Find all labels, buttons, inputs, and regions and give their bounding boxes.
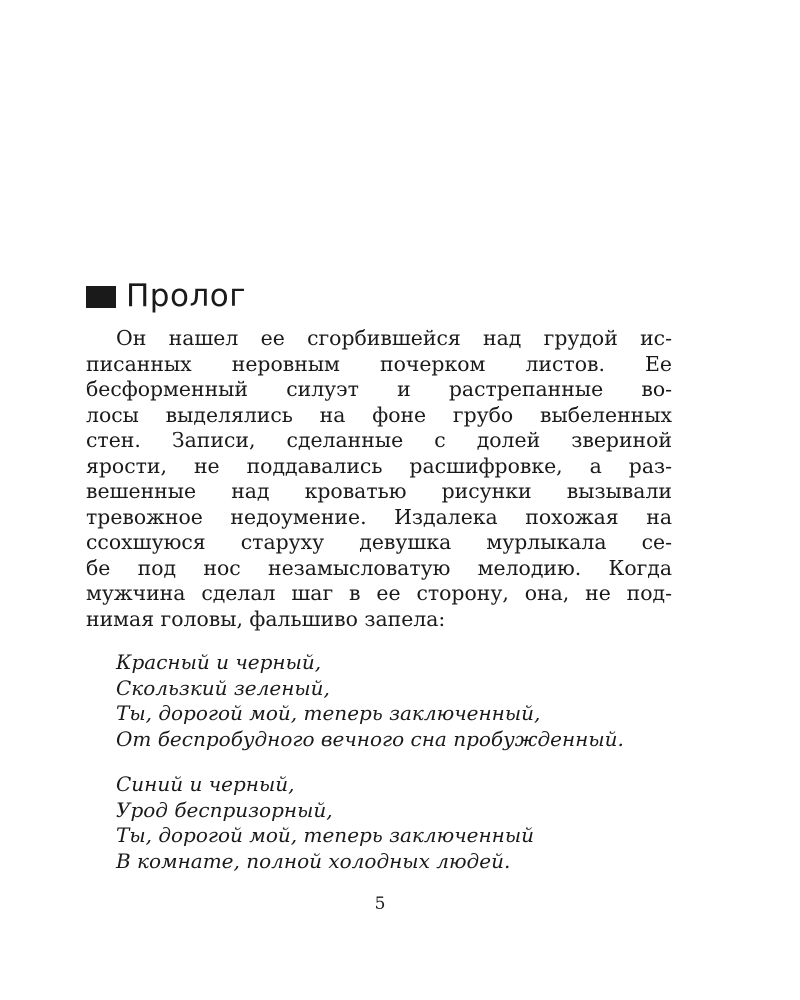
- verse-line: Ты, дорогой мой, теперь заключенный,: [116, 701, 541, 725]
- paragraph-line: бесформенный силуэт и растрепанные во-: [86, 377, 672, 401]
- verse-line: От беспробудного вечного сна пробужденный.: [116, 726, 624, 751]
- verse-line: Ты, дорогой мой, теперь заключенный: [116, 823, 534, 847]
- verse-line: Красный и черный,: [116, 650, 322, 674]
- chapter-heading: [86, 278, 246, 314]
- paragraph-line: писанных неровным почерком листов. Ее: [86, 351, 672, 376]
- page-number: 5: [374, 894, 386, 914]
- paragraph-line: тревожное недоумение. Издалека похожая на: [86, 504, 672, 529]
- verse-line: В комнате, полной холодных людей.: [116, 848, 511, 873]
- paragraph-line: лосы выделялись на фоне грубо выбеленных: [86, 402, 672, 427]
- paragraph-line: стен. Записи, сделанные с долей звериной: [86, 428, 672, 452]
- paragraph-line: вешенные над кроватью рисунки вызывали: [86, 479, 672, 503]
- verse-line: Скользкий зеленый,: [116, 675, 330, 700]
- paragraph-line: ярости, не поддавались расшифровке, а раз-: [86, 453, 672, 478]
- paragraph-line: бе под нос незамысловатую мелодию. Когда: [86, 555, 672, 580]
- verse-line: Синий и черный,: [116, 772, 295, 796]
- prologue-paragraph: [86, 326, 672, 632]
- chapter-title: Пролог: [126, 278, 247, 314]
- verse-stanza-2: [116, 772, 534, 874]
- square-bullet-icon: [86, 286, 116, 308]
- verse-stanza-1: [116, 650, 624, 752]
- paragraph-line: мужчина сделал шаг в ее сторону, она, не под-: [86, 581, 672, 605]
- verse-line: Урод беспризорный,: [116, 797, 333, 822]
- paragraph-line: Он нашел ее сгорбившейся над грудой ис-: [116, 326, 672, 350]
- paragraph-line: ссохшуюся старуху девушка мурлыкала се-: [86, 530, 672, 554]
- paragraph-line: нимая головы, фальшиво запела:: [86, 606, 446, 631]
